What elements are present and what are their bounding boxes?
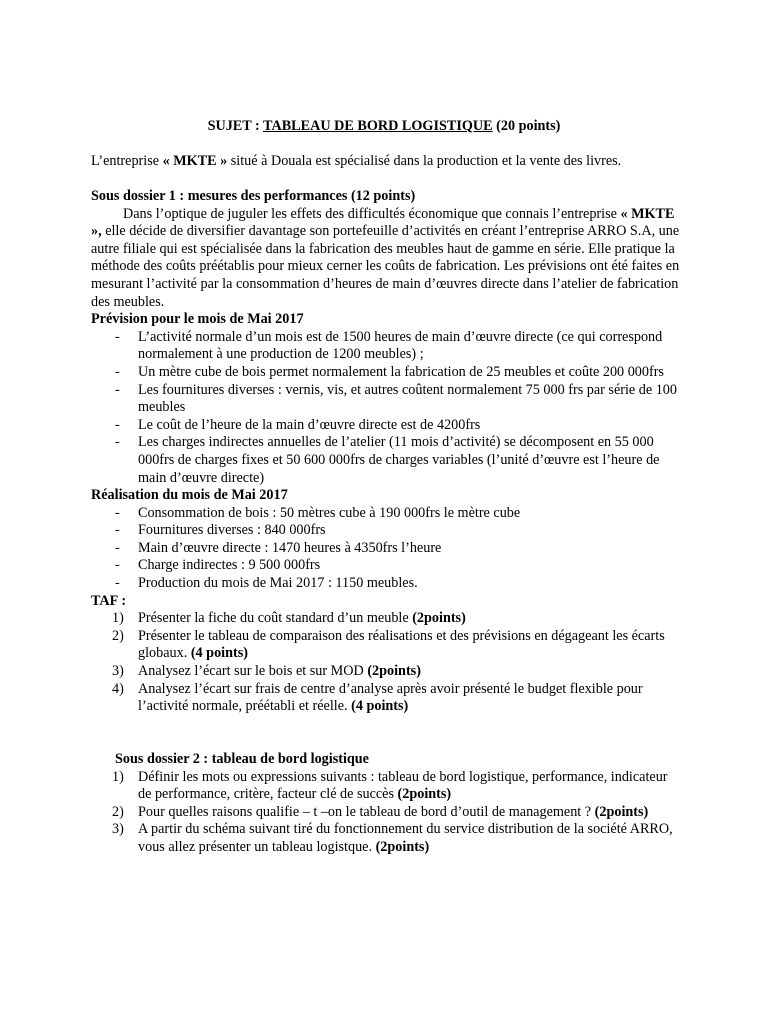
list-item: 1) Définir les mots ou expressions suivants : tableau de bord logistique, performance, indicateur de performance, critère, facteur clé de succès (2points) (112, 768, 668, 803)
prevision-heading: Prévision pour le mois de Mai 2017 (91, 311, 304, 328)
title-main: TABLEAU DE BORD LOGISTIQUE (263, 118, 493, 134)
sd1-heading: Sous dossier 1 : mesures des performances (12 points) (91, 188, 416, 204)
taf-heading: TAF : (91, 592, 127, 609)
list-item: - Les charges indirectes annuelles de l’atelier (11 mois d’activité) se décomposent en 55 000 000frs de charges fixes et 50 600 000frs de charges variables (l’unité d’œuvre est l’heure de main d’œuvre directe) (138, 434, 681, 487)
list-item: - L’activité normale d’un mois est de 1500 heures de main d’œuvre directe (ce qui correspond normalement à une production de 1200 meubles) ; (138, 329, 681, 364)
sous-dossier-2 (91, 751, 681, 857)
intro-paragraph: L’entreprise « MKTE » situé à Douala est spécialisé dans la production et la vente des livres. (91, 153, 622, 169)
list-item: - Charge indirectes : 9 500 000frs (138, 557, 681, 575)
list-item: - Fournitures diverses : 840 000frs (138, 522, 681, 540)
list-item: 4) Analysez l’écart sur frais de centre d’analyse après avoir présenté le budget flexible pour l’activité normale, préétabli et réelle. (4 points) (112, 680, 643, 715)
list-item: 3) A partir du schéma suivant tiré du fonctionnement du service distribution de la société ARRO, vous allez présenter un tableau logistque. (2points) (112, 821, 673, 855)
list-item: - Main d’œuvre directe : 1470 heures à 4350frs l’heure (138, 540, 681, 558)
title-points: (20 points) (492, 118, 561, 134)
sd1-paragraph: Dans l’optique de juguler les effets des difficultés économique que connais l’entreprise « MKTE », elle décide de diversifier davantage son portefeuille d’activités en créant l’entreprise ARRO S.A, une autre filiale qui est spécialisée dans la fabrication des meubles haut de gamme en série. Elle pratique la méthode des coûts préétablis pour mieux cerner les coûts de fabrication. Les prévisions ont été faites en mesurant l’activité par la consommation d’heures de main d’œuvres directe dans l’atelier de fabrication des meubles. (91, 205, 680, 310)
list-item: 2) Pour quelles raisons qualifie – t –on le tableau de bord d’outil de management ? (2points) (112, 803, 649, 820)
list-item: - Production du mois de Mai 2017 : 1150 meubles. (138, 575, 681, 593)
list-item: - Le coût de l’heure de la main d’œuvre directe est de 4200frs (138, 417, 681, 435)
sd2-list (91, 769, 681, 857)
list-item: 1) Présenter la fiche du coût standard d’un meuble (2points) (112, 610, 466, 627)
list-item: - Un mètre cube de bois permet normalement la fabrication de 25 meubles et coûte 200 000frs (138, 364, 681, 382)
taf-list (91, 610, 681, 716)
list-item: 2) Présenter le tableau de comparaison des réalisations et des prévisions en dégageant les écarts globaux. (4 points) (112, 627, 665, 662)
document-title (0, 118, 768, 136)
realisation-list (91, 505, 681, 593)
sous-dossier-1 (91, 188, 681, 716)
list-item: - Consommation de bois : 50 mètres cube à 190 000frs le mètre cube (138, 505, 681, 523)
list-item: - Les fournitures diverses : vernis, vis, et autres coûtent normalement 75 000 frs par série de 100 meubles (138, 382, 681, 417)
list-item: 3) Analysez l’écart sur le bois et sur MOD (2points) (112, 663, 421, 680)
prevision-list (91, 329, 681, 487)
realisation-heading: Réalisation du mois de Mai 2017 (91, 487, 288, 504)
title-prefix: SUJET : (207, 118, 264, 134)
sd2-heading: Sous dossier 2 : tableau de bord logistique (115, 751, 369, 767)
